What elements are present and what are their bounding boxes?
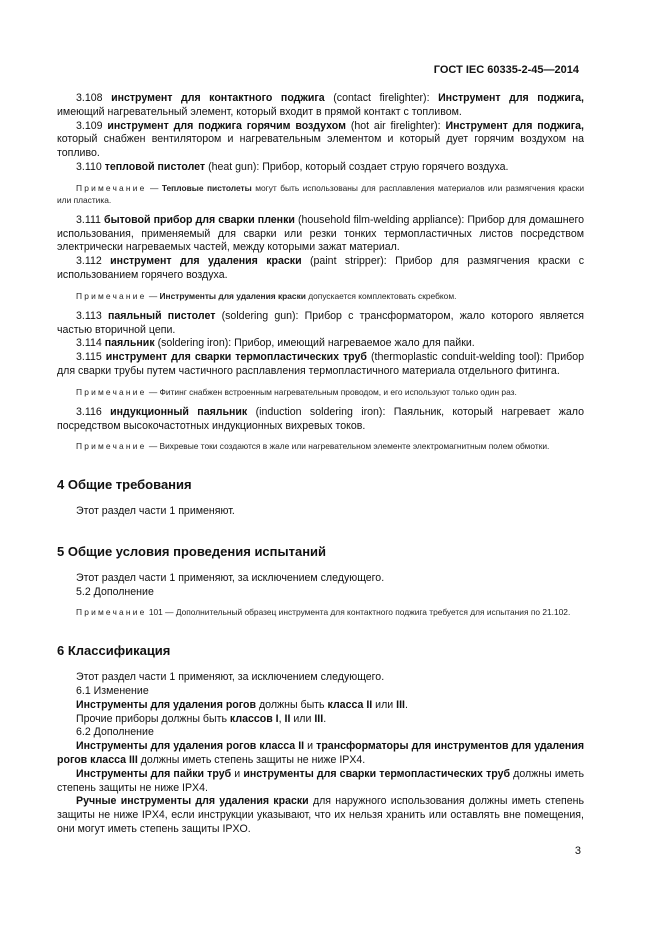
definition-3-113: 3.113 паяльный пистолет (soldering gun): Прибор с трансформатором, жало которого является частью вторичной цепи. (57, 309, 584, 336)
definition-3-114: 3.114 паяльник (soldering iron): Прибор, имеющий нагреваемое жало для пайки. (76, 337, 475, 350)
section-5-2-subheading: 5.2 Дополнение (76, 585, 154, 598)
section-6-2-subheading: 6.2 Дополнение (76, 726, 154, 739)
note-paint-stripper: Примечание — Инструменты для удаления краски допускается комплектовать скребком. (76, 290, 457, 301)
definition-3-111: 3.111 бытовой прибор для сварки пленки (household film-welding appliance): Прибор для домашнего использования, применяемый для сварки или резки тонких термопластичных листов посредством электрически нагреваемых частей, между которыми зажат материал. (57, 213, 584, 254)
note-101: Примечание 101 — Дополнительный образец инструмента для контактного поджига требуется для испытания по 21.102. (76, 607, 571, 618)
document-code: ГОСТ IEC 60335-2-45—2014 (433, 64, 579, 76)
section-6-1-line-2: Прочие приборы должны быть классов I, II или III. (76, 712, 327, 725)
section-5-heading: 5 Общие условия проведения испытаний (57, 543, 327, 559)
note-eddy-currents: Примечание — Вихревые токи создаются в жале или нагревательном элементе электромагнитным полем обмотки. (76, 441, 550, 452)
section-6-heading: 6 Классификация (57, 643, 171, 659)
section-6-2-para-1: Инструменты для удаления рогов класса II и трансформаторы для инструментов для удаления рогов класса III должны иметь степень защиты не ниже IPX4. (57, 740, 585, 766)
note-fitting: Примечание — Фитинг снабжен встроенным нагревательным проводом, и его используют только один раз. (76, 386, 517, 397)
section-6-text: Этот раздел части 1 применяют, за исключением следующего. (76, 671, 385, 684)
definition-3-108: 3.108 инструмент для контактного поджига (contact firelighter): Инструмент для поджига, имеющий нагревательный элемент, который входит в прямой контакт с топливом. (57, 92, 584, 118)
section-6-1-line-1: Инструменты для удаления рогов должны быть класса II или III. (76, 698, 408, 711)
section-4-heading: 4 Общие требования (57, 477, 192, 493)
section-5-text: Этот раздел части 1 применяют, за исключением следующего. (76, 571, 385, 584)
definition-3-109: 3.109 инструмент для поджига горячим воздухом (hot air firelighter): Инструмент для поджига, который снабжен вентилятором и нагревательным элементом и который дует горячим воздухом на топливо. (57, 119, 584, 160)
definition-3-110: 3.110 тепловой пистолет (heat gun): Прибор, который создает струю горячего воздуха. (76, 160, 509, 173)
note-heat-gun: Примечание — Тепловые пистолеты могут быть использованы для расплавления материалов или размягчения краски или пластика. (57, 182, 585, 205)
section-6-2-para-3: Ручные инструменты для удаления краски для наружного использования должны иметь степень защиты не ниже IPX4, если инструкции указывают, что их нельзя хранить или оставлять вне помещения, они могут иметь степень защиты IPXO. (57, 795, 584, 835)
page-content (57, 92, 584, 837)
definition-3-115: 3.115 инструмент для сварки термопластических труб (thermoplastic conduit-welding tool): Прибор для сварки трубы путем частичного расплавления термопластичного материала отдельного фитинга. (57, 351, 585, 377)
page-number: 3 (574, 845, 581, 857)
section-6-1-subheading: 6.1 Изменение (76, 684, 149, 697)
definition-3-112: 3.112 инструмент для удаления краски (paint stripper): Прибор для размягчения краски с использованием горячего воздуха. (57, 255, 585, 281)
section-4-text: Этот раздел части 1 применяют. (76, 505, 235, 518)
section-6-2-para-2: Инструменты для пайки труб и инструменты для сварки термопластических труб должны иметь степень защиты не ниже IPX4. (57, 767, 584, 794)
definition-3-116: 3.116 индукционный паяльник (induction soldering iron): Паяльник, который нагревает жало посредством высокочастотных индукционных вихревых токов. (57, 405, 584, 432)
